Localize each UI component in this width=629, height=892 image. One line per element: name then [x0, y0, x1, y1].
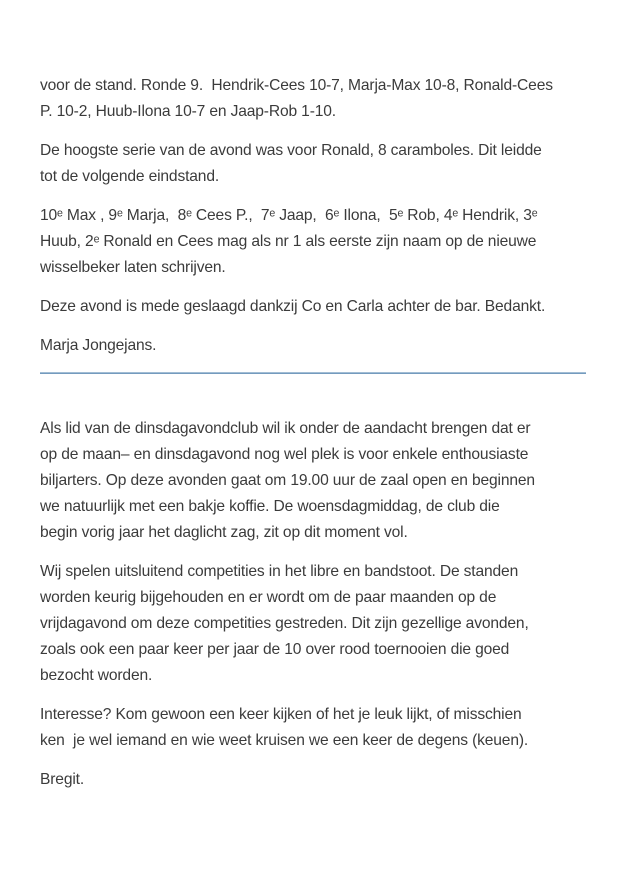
text-line: op de maan– en dinsdagavond nog wel plek is voor enkele enthousiaste	[40, 446, 529, 463]
text-line: tot de volgende eindstand.	[40, 168, 220, 185]
text-line: Marja Jongejans.	[40, 337, 157, 354]
text-line: Interesse? Kom gewoon een keer kijken of het je leuk lijkt, of misschien	[40, 706, 522, 723]
text-line: voor de stand. Ronde 9. Hendrik-Cees 10-7, Marja-Max 10-8, Ronald-Cees	[40, 77, 553, 94]
paragraph-interest	[40, 702, 589, 754]
signature-bregit	[40, 767, 589, 793]
text-line: biljarters. Op deze avonden gaat om 19.00 uur de zaal open en beginnen	[40, 472, 535, 489]
text-line: P. 10-2, Huub-Ilona 10-7 en Jaap-Rob 1-10.	[40, 103, 336, 120]
text-line: wisselbeker laten schrijven.	[40, 259, 226, 276]
text-line: zoals ook een paar keer per jaar de 10 over rood toernooien die goed	[40, 641, 510, 658]
text-line: bezocht worden.	[40, 667, 153, 684]
paragraph-final-standings	[40, 203, 589, 281]
section-divider	[40, 372, 586, 374]
text-line: 10ᵉ Max , 9ᵉ Marja, 8ᵉ Cees P., 7ᵉ Jaap, 6ᵉ Ilona, 5ᵉ Rob, 4ᵉ Hendrik, 3ᵉ	[40, 207, 538, 224]
text-line: worden keurig bijgehouden en er wordt om de paar maanden op de	[40, 589, 497, 606]
text-line: begin vorig jaar het daglicht zag, zit op dit moment vol.	[40, 524, 408, 541]
document-content	[40, 73, 589, 806]
text-line: we natuurlijk met een bakje koffie. De woensdagmiddag, de club die	[40, 498, 500, 515]
signature-marja	[40, 333, 589, 359]
paragraph-thanks	[40, 294, 589, 320]
paragraph-club-invitation	[40, 416, 589, 546]
text-line: Als lid van de dinsdagavondclub wil ik onder de aandacht brengen dat er	[40, 420, 531, 437]
paragraph-round-results	[40, 73, 589, 125]
text-line: Wij spelen uitsluitend competities in het libre en bandstoot. De standen	[40, 563, 519, 580]
text-line: De hoogste serie van de avond was voor Ronald, 8 caramboles. Dit leidde	[40, 142, 542, 159]
text-line: Deze avond is mede geslaagd dankzij Co en Carla achter de bar. Bedankt.	[40, 298, 546, 315]
text-line: Bregit.	[40, 771, 85, 788]
paragraph-competitions	[40, 559, 589, 689]
text-line: ken je wel iemand en wie weet kruisen we een keer de degens (keuen).	[40, 732, 529, 749]
text-line: vrijdagavond om deze competities gestreden. Dit zijn gezellige avonden,	[40, 615, 529, 632]
paragraph-highest-series	[40, 138, 589, 190]
text-line: Huub, 2ᵉ Ronald en Cees mag als nr 1 als eerste zijn naam op de nieuwe	[40, 233, 537, 250]
